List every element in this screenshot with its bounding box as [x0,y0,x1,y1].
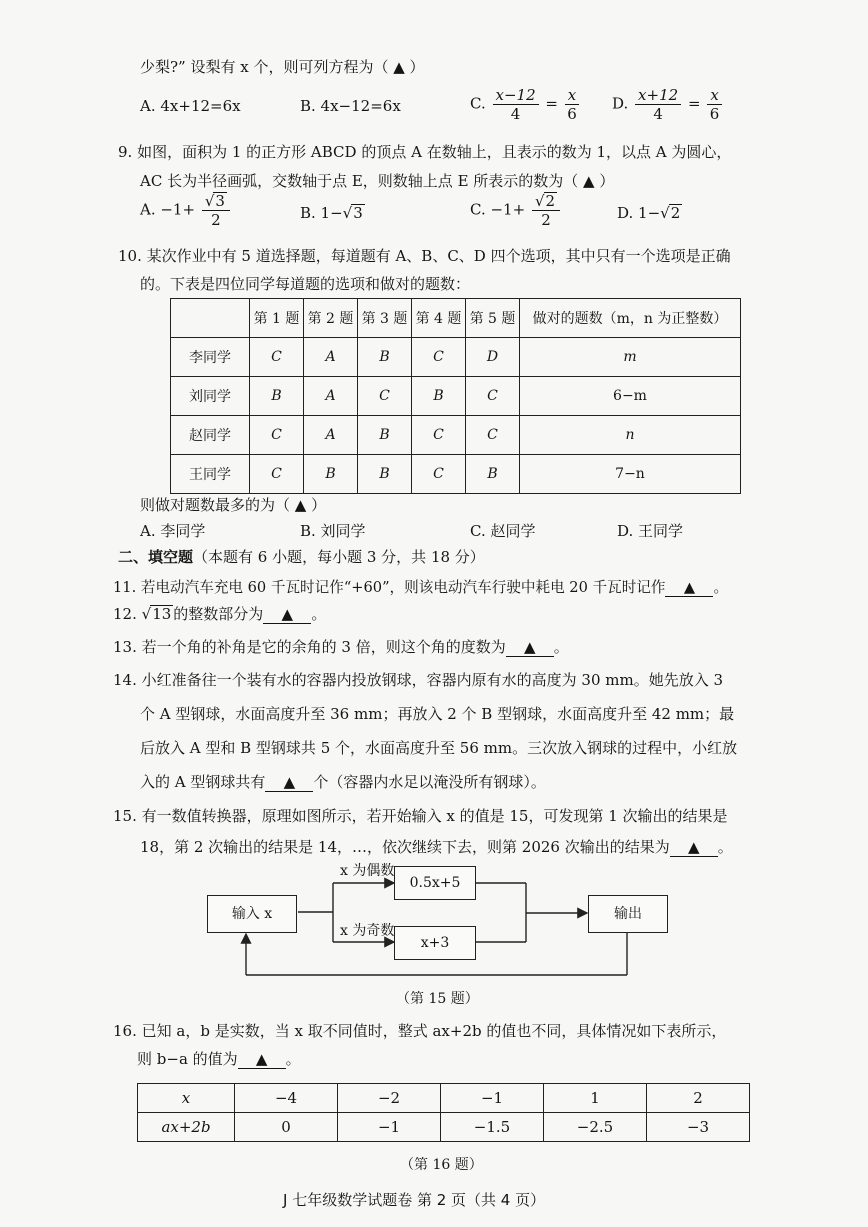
table-cell: 第 4 题 [412,299,466,338]
section-title: 二、填空题 [118,548,194,566]
q8-c-label: C. [470,94,486,113]
q8-d-label: D. [612,94,629,113]
q8-option-a: A. 4x+12=6x [140,97,241,115]
table-cell: 1 [544,1084,647,1113]
q8-d-rhs-num: x [707,86,721,105]
q10-option-d: D. 王同学 [617,522,684,540]
q8-option-b: B. 4x−12=6x [300,97,401,115]
table-cell: C [466,377,520,416]
table-cell: 0 [235,1113,338,1142]
table-cell: B [358,338,412,377]
table-row [138,1113,750,1142]
q9-line1: 9. 如图，面积为 1 的正方形 ABCD 的顶点 A 在数轴上，且表示的数为 1，以点 A 为圆心， [118,143,732,161]
table-cell: 第 2 题 [304,299,358,338]
q9-a-radicand: 3 [215,192,225,210]
table-cell: B [250,377,304,416]
q14-line4-pre: 入的 A 型钢球共有 [140,773,266,791]
table-cell: 6−m [520,377,741,416]
q8-c-rhs-den: 6 [567,105,577,123]
table-cell: −1 [441,1084,544,1113]
q11-text: 11. 若电动汽车充电 60 千瓦时记作“+60”，则该电动汽车行驶中耗电 20 千瓦时记作 [113,579,666,596]
sqrt-symbol: √ [660,204,670,222]
table-cell: C [466,416,520,455]
table-cell: −3 [647,1113,750,1142]
table-cell: D [466,338,520,377]
q8-d-num: x+12 [635,86,681,105]
q11-blank: ▲ [665,579,713,597]
q13-text: 13. 若一个角的补角是它的余角的 3 倍，则这个角的度数为 [113,638,506,656]
table-cell: 第 1 题 [250,299,304,338]
table-cell: 第 5 题 [466,299,520,338]
table-cell: x [138,1084,235,1113]
table-cell: A [304,416,358,455]
sqrt-symbol: √ [141,605,152,623]
q9-c-den: 2 [541,211,551,229]
table-cell: B [412,377,466,416]
table-cell: 第 3 题 [358,299,412,338]
q16-line2-pre: 则 b−a 的值为 [137,1050,238,1068]
table-cell: −2 [338,1084,441,1113]
q14-line2: 个 A 型钢球，水面高度升至 36 mm；再放入 2 个 B 型钢球，水面高度升至 42 mm；最 [140,705,735,723]
q16-table [137,1083,750,1142]
q10-line1: 10. 某次作业中有 5 道选择题，每道题有 A、B、C、D 四个选项，其中只有一个选项是正确 [118,247,731,265]
q9-line2: AC 长为半径画弧，交数轴于点 E，则数轴上点 E 所表示的数为（ ▲ ） [140,172,615,190]
q12-text: 的整数部分为 [173,605,264,623]
table-cell: 王同学 [171,455,250,494]
table-cell: −4 [235,1084,338,1113]
q12-radicand: 13 [152,605,172,623]
q8-tail: 少梨?” 设梨有 x 个，则可列方程为（ ▲ ） [140,58,425,76]
flow-even-box: 0.5x+5 [394,866,476,900]
sqrt-symbol: √ [204,192,215,210]
table-cell: A [304,377,358,416]
q9-a-den: 2 [211,211,221,229]
sqrt-symbol: √ [342,204,353,222]
q15-caption: （第 15 题） [396,991,479,1007]
table-cell: 做对的题数（m，n 为正整数） [520,299,741,338]
q8-d-eq: = [687,94,701,113]
table-cell: −1.5 [441,1113,544,1142]
q8-c-den: 4 [510,105,521,123]
q13-end: 。 [553,638,569,656]
q12-pre: 12. [113,605,137,623]
sqrt-symbol: √ [534,192,545,210]
q9-d-pre: D. 1− [617,204,661,222]
q16-line1: 16. 已知 a，b 是实数，当 x 取不同值时，整式 ax+2b 的值也不同，具体情况如下表所示， [113,1022,727,1040]
flow-input-box: 输入 x [207,895,297,933]
table-cell: B [466,455,520,494]
q10-line2: 的。下表是四位同学每道题的选项和做对的题数： [140,275,471,293]
q12-blank: ▲ [263,605,311,624]
flow-odd-box: x+3 [394,926,476,960]
table-cell: B [358,416,412,455]
table-row [138,1084,750,1113]
table-cell: C [250,455,304,494]
q15-blank: ▲ [670,838,718,857]
q15-line2-text: 18，第 2 次输出的结果是 14，…，依次继续下去，则第 2026 次输出的结果为 [140,838,670,856]
table-cell: m [520,338,741,377]
q8-d-den: 4 [653,105,663,123]
table-cell: C [412,455,466,494]
table-cell: 赵同学 [171,416,250,455]
q14-line3: 后放入 A 型和 B 型钢球共 5 个，水面高度升至 56 mm。三次放入钢球的过程中，小红放 [140,739,738,757]
q9-b-pre: B. 1− [300,204,343,222]
q9-d-radicand: 2 [670,204,681,222]
table-cell: −1 [338,1113,441,1142]
q8-c-num: x−12 [493,86,539,105]
page-footer: J 七年级数学试题卷 第 2 页（共 4 页） [283,1191,546,1209]
q9-c-radicand: 2 [545,192,556,210]
table-cell: A [304,338,358,377]
q10-option-a: A. 李同学 [140,522,206,540]
table-cell: C [250,338,304,377]
q9-c-pre: C. −1+ [470,200,526,219]
table-cell: C [412,416,466,455]
q14-blank: ▲ [265,773,313,792]
q8-d-rhs-den: 6 [709,105,720,123]
table-cell: n [520,416,741,455]
q16-caption: （第 16 题） [400,1157,483,1173]
q16-end: 。 [285,1050,301,1068]
table-cell: B [358,455,412,494]
q8-c-rhs-num: x [565,86,579,105]
flow-odd-label: x 为奇数 [340,923,395,939]
section-desc: （本题有 6 小题，每小题 3 分，共 18 分） [193,548,485,566]
q10-question: 则做对题数最多的为（ ▲ ） [140,496,327,514]
q15-end: 。 [717,838,733,856]
q9-a-pre: A. −1+ [140,200,196,219]
table-cell: C [250,416,304,455]
table-cell: 2 [647,1084,750,1113]
q12-end: 。 [311,605,327,623]
table-cell: 刘同学 [171,377,250,416]
q10-option-c: C. 赵同学 [470,522,536,540]
table-cell: B [304,455,358,494]
q10-option-b: B. 刘同学 [300,522,366,540]
q14-line4-post: 个（容器内水足以淹没所有钢球）。 [313,773,546,791]
table-cell: C [358,377,412,416]
table-cell: −2.5 [544,1113,647,1142]
table-cell: ax+2b [138,1113,235,1142]
table-cell: C [412,338,466,377]
q16-blank: ▲ [238,1050,286,1069]
q11-end: 。 [713,579,729,596]
q13-blank: ▲ [506,638,554,657]
table-cell: 李同学 [171,338,250,377]
q16-line2 [137,1048,301,1069]
table-cell: 7−n [520,455,741,494]
flow-even-label: x 为偶数 [340,863,395,879]
q14-line1: 14. 小红准备往一个装有水的容器内投放钢球，容器内原有水的高度为 30 mm。她先放入 3 [113,671,724,689]
q15-line1: 15. 有一数值转换器，原理如图所示，若开始输入 x 的值是 15，可发现第 1 次输出的结果是 [113,807,728,825]
flow-output-box: 输出 [588,895,668,933]
q9-b-radicand: 3 [353,204,363,222]
q8-c-eq: = [545,94,558,113]
